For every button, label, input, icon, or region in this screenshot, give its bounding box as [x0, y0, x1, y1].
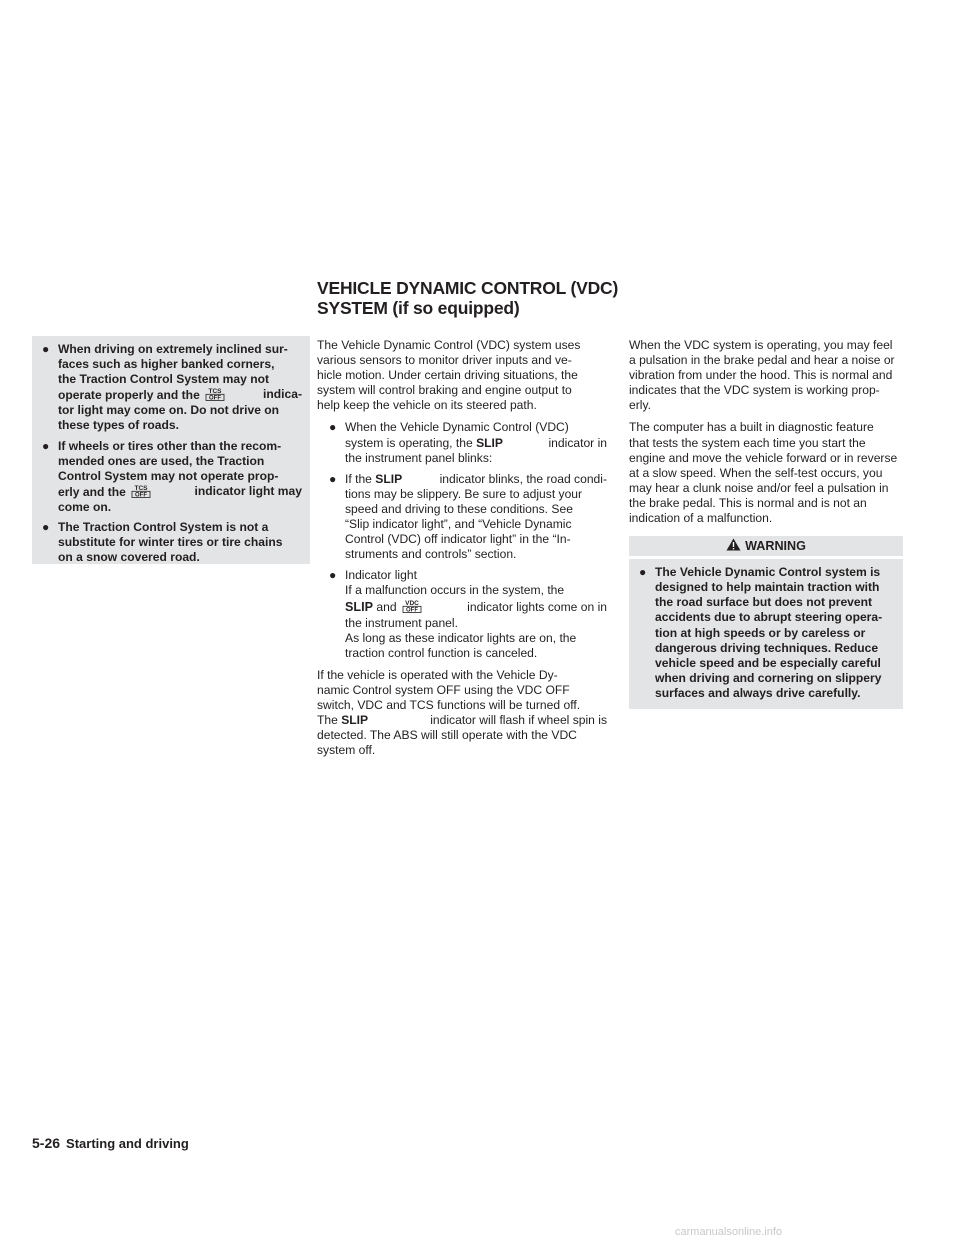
- page-number: 5-26: [32, 1135, 61, 1151]
- warning-title: WARNING: [745, 538, 806, 553]
- section-heading-line1: VEHICLE DYNAMIC CONTROL (VDC): [317, 278, 619, 298]
- bullet-icon: ●: [42, 438, 50, 453]
- text-line: When driving on extremely inclined sur-: [58, 342, 288, 356]
- bullet-icon: ●: [329, 568, 337, 583]
- section-heading: [317, 278, 737, 318]
- vdc-off-paragraph: If the vehicle is operated with the Vehicle Dy- namic Control system OFF using the VDC OFF switch, VDC and TCS functions will be turned off. The SLIP indicator will flash if wheel spin is detected. The ABS will still operate with the VDC system off.: [317, 667, 607, 758]
- text-line: these types of roads.: [58, 418, 179, 433]
- slip-label: SLIP: [341, 713, 369, 728]
- diagnostic-paragraph: The computer has a built in diagnostic feature that tests the system each time you start the engine and move the vehicle forward or in reverse at a slow speed. When the self-test occurs, you may hear a clunk noise and/or feel a pulsation in the brake pedal. This is normal and is not an indication of a malfunction.: [629, 420, 898, 526]
- pulsation-paragraph: When the VDC system is operating, you may feel a pulsation in the brake pedal and hear a noise or vibration from under the hood. This is normal and indicates that the VDC system is working prop- erly.: [629, 338, 895, 413]
- text-line: faces such as higher banked corners,: [58, 357, 275, 372]
- text-line: come on.: [58, 499, 112, 514]
- left-warning-box: [32, 336, 310, 564]
- text-line: If wheels or tires other than the recom-: [58, 438, 282, 453]
- left-bullet-3: [42, 520, 302, 565]
- slip-label: SLIP: [476, 435, 503, 450]
- warning-triangle-icon: [726, 538, 741, 555]
- intro-paragraph: The Vehicle Dynamic Control (VDC) system uses various sensors to monitor driver inputs and ve- hicle motion. Under certain driving situations, the system will control braking and engine output to help keep the vehicle on its steered path.: [317, 338, 581, 413]
- tcs-off-icon: [205, 387, 225, 401]
- warning-box: [629, 536, 903, 709]
- slip-label: SLIP: [375, 471, 403, 486]
- text-line: on a snow covered road.: [58, 550, 200, 565]
- bullet-icon: ●: [639, 565, 647, 580]
- text-line: tor light may come on. Do not drive on: [58, 403, 280, 418]
- text-line: mended ones are used, the Traction: [58, 453, 265, 468]
- bullet-icon: ●: [42, 520, 50, 535]
- svg-text:TCS: TCS: [208, 388, 222, 396]
- bullet-icon: ●: [42, 342, 50, 356]
- svg-text:OFF: OFF: [135, 492, 148, 498]
- middle-bullet-1: ● When the Vehicle Dynamic Control (VDC) system is operating, the SLIP indicator in the instrument panel blinks:: [329, 420, 607, 465]
- left-bullet-2: [42, 439, 302, 515]
- vdc-off-icon: [402, 599, 422, 613]
- page-footer: [32, 1135, 189, 1151]
- warning-bullet: ● The Vehicle Dynamic Control system is designed to help maintain traction with the road surface but does not prevent accidents due to abrupt steering opera- tion at high speeds or by careless or dangerous driving techniques. Reduce vehicle speed and be especially careful when driving and cornering on slippery surfaces and always drive carefully.: [639, 565, 883, 700]
- text-line: the Traction Control System may not: [58, 372, 270, 387]
- text-line: substitute for winter tires or tire chains: [58, 535, 283, 550]
- text-line-with-icon: erly and the TCS OFF indicator light may: [58, 483, 302, 499]
- middle-column: [317, 338, 607, 765]
- section-heading-line2: SYSTEM (if so equipped): [317, 298, 520, 318]
- svg-text:TCS: TCS: [134, 484, 148, 492]
- text-line: The Traction Control System is not a: [58, 520, 269, 535]
- warning-body: [629, 559, 903, 709]
- bullet-icon: ●: [329, 471, 337, 486]
- middle-bullet-3: ● Indicator light If a malfunction occurs in the system, the SLIP and VDC OFF indicator lights come on in the instrument panel. As long as these indicator lights are on, the traction control function is canceled.: [329, 568, 607, 660]
- section-name: Starting and driving: [66, 1136, 189, 1151]
- left-bullet-1: [42, 342, 302, 434]
- tcs-off-icon: [131, 484, 151, 498]
- text-line-with-icon: operate properly and the TCS OFF indica-: [58, 387, 302, 403]
- watermark: carmanualsonline.info: [675, 1226, 783, 1238]
- middle-bullet-2: ● If the SLIP indicator blinks, the road condi- tions may be slippery. Be sure to adjust your speed and driving to these conditions. See “Slip indicator light”, and “Vehicle Dynamic Control (VDC) off indicator light” in the “In- struments and controls” section.: [329, 471, 607, 562]
- svg-text:OFF: OFF: [209, 395, 222, 402]
- svg-text:VDC: VDC: [405, 599, 419, 607]
- bullet-icon: ●: [329, 420, 337, 435]
- warning-header: [629, 536, 903, 556]
- svg-text:OFF: OFF: [405, 607, 418, 613]
- text-line: Control System may not operate prop-: [58, 468, 279, 483]
- right-column: [629, 338, 903, 709]
- slip-label: SLIP: [345, 599, 373, 614]
